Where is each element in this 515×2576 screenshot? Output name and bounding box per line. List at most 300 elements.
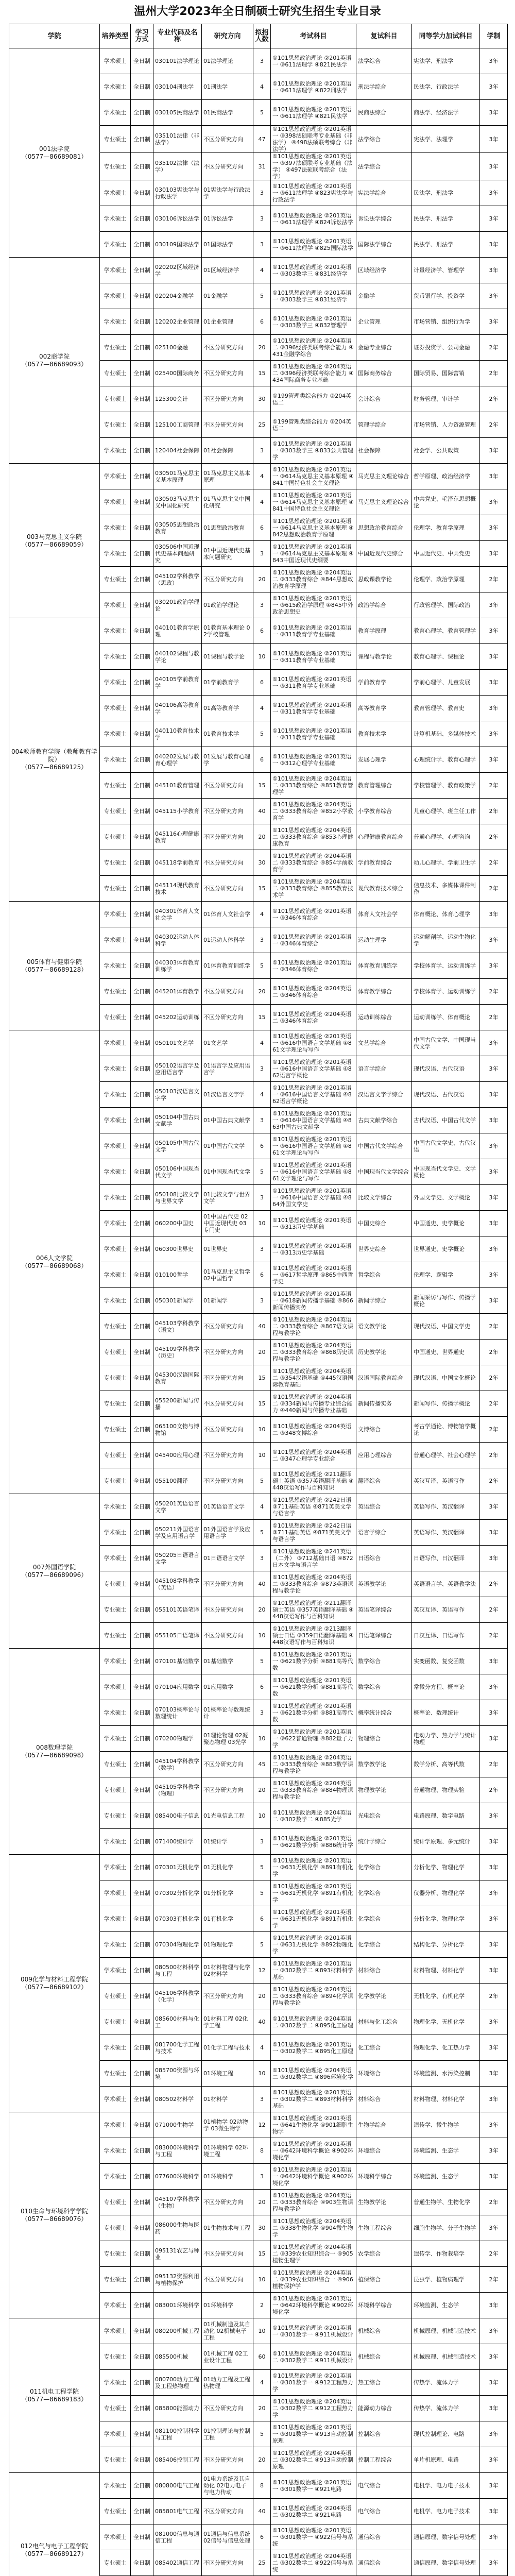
major-code-name-cell: 085402通信工程 (153, 2550, 202, 2576)
training-type-cell: 学术硕士 (100, 1906, 131, 1932)
retest-subject-cell: 热工综合 (356, 2370, 412, 2396)
exam-subjects-cell: ①101思想政治理论 ②201英语一 ③616中国语言文学基础 ④862语言学概论 (271, 1056, 356, 1082)
training-type-cell: 专业硕士 (100, 2190, 131, 2215)
enrollment-quota-cell: 4 (253, 258, 271, 283)
exam-subjects-cell: ①101思想政治理论 ②201英语一 ③303数学三 ④831经济学 (271, 258, 356, 283)
exam-subjects-cell: ①101思想政治理论 ②201英语一 ③303数学三 ④831经济学 (271, 283, 356, 309)
retest-subject-cell: 马克思主义理论综合 (356, 489, 412, 515)
catalog-table (9, 24, 508, 2576)
extra-exam-subjects-cell: 常微分方程、概率论 (412, 1674, 480, 1700)
training-type-cell: 学术硕士 (100, 48, 131, 74)
training-type-cell: 专业硕士 (100, 773, 131, 799)
table-row (9, 2112, 508, 2138)
study-years-cell: 3年 (480, 438, 508, 464)
study-mode-cell: 全日制 (131, 100, 153, 126)
extra-exam-subjects-cell: 现代汉语、中国文化概论 (412, 1365, 480, 1391)
major-code-name-cell: 077600环境科学 (153, 2164, 202, 2190)
study-years-cell: 2年 (480, 1314, 508, 1340)
retest-subject-cell: 国际商务综合 (356, 361, 412, 386)
training-type-cell: 学术硕士 (100, 74, 131, 100)
major-code-name-cell: 080502材料学 (153, 2087, 202, 2112)
enrollment-quota-cell: 5 (253, 1468, 271, 1494)
college-phone: （0577—86689127） (21, 2550, 88, 2557)
extra-exam-subjects-cell: 体育概论、体育心理学 (412, 902, 480, 927)
retest-subject-cell: 化学综合 (356, 1906, 412, 1932)
exam-subjects-cell: ①101思想政治理论 ②204英语二 ③302数学二 ④912工程热力学 (271, 2396, 356, 2421)
training-type-cell: 学术硕士 (100, 2293, 131, 2318)
retest-subject-cell: 环境综合 (356, 2061, 412, 2087)
major-code-name-cell: 050104中国古典文献学 (153, 1108, 202, 1133)
extra-exam-subjects-cell: 细胞生物学、分子生物学 (412, 2215, 480, 2241)
major-code-name-cell: 040101教育学原理 (153, 618, 202, 644)
major-code-name-cell: 071000生物学 (153, 2112, 202, 2138)
college-phone: （0577—86689102） (21, 1983, 88, 1991)
exam-subjects-cell: ①101思想政治理论 ②201英语一 ③614马克思主义基本原理 ④842思想政治教育学原理 (271, 515, 356, 541)
research-direction-cell: 01政治学理论 (202, 592, 253, 618)
retest-subject-cell: 日语综合 (356, 1546, 412, 1571)
retest-subject-cell: 光电综合 (356, 1803, 412, 1829)
enrollment-quota-cell: 20 (253, 2447, 271, 2473)
study-mode-cell: 全日制 (131, 1056, 153, 1082)
exam-subjects-cell: ①101思想政治理论 ②204英语二 ③348文博综合 (271, 1417, 356, 1443)
retest-subject-cell: 古典文献学综合 (356, 1108, 412, 1133)
extra-exam-subjects-cell: 传热学、流体力学 (412, 2370, 480, 2396)
research-direction-cell: 01区域经济学 (202, 258, 253, 283)
training-type-cell: 专业硕士 (100, 335, 131, 361)
enrollment-quota-cell: 20 (253, 335, 271, 361)
study-mode-cell: 全日制 (131, 592, 153, 618)
study-years-cell: 3年 (480, 2396, 508, 2421)
research-direction-cell: 不区分研究方向 (202, 1417, 253, 1443)
enrollment-quota-cell: 15 (253, 361, 271, 386)
research-direction-cell: 01动力工程及工程热物理 (202, 2370, 253, 2396)
enrollment-quota-cell: 40 (253, 1314, 271, 1340)
study-years-cell: 3年 (480, 1108, 508, 1133)
retest-subject-cell: 诉讼法学综合 (356, 206, 412, 232)
college-name: 006人文学院 (36, 1254, 73, 1262)
study-mode-cell: 全日制 (131, 696, 153, 721)
study-years-cell: 3年 (480, 153, 508, 180)
research-direction-cell: 01社会保障 (202, 438, 253, 464)
extra-exam-subjects-cell: 宪法学、法理学 (412, 126, 480, 153)
major-code-name-cell: 045103学科教学（语文） (153, 1314, 202, 1340)
enrollment-quota-cell: 3 (253, 48, 271, 74)
major-code-name-cell: 070101基础数学 (153, 1649, 202, 1674)
exam-subjects-cell: ①101思想政治理论 ②201英语一 ③302数学二 ④893材料科学基础 (271, 2087, 356, 2112)
extra-exam-subjects-cell: 古代汉语、中国古代文学 (412, 1108, 480, 1133)
study-mode-cell: 全日制 (131, 489, 153, 515)
extra-exam-subjects-cell: 中国通史、史学概论 (412, 1211, 480, 1236)
research-direction-cell: 不区分研究方向 (202, 1365, 253, 1391)
training-type-cell: 学术硕士 (100, 438, 131, 464)
extra-exam-subjects-cell: 幼儿心理学、学前卫生学 (412, 850, 480, 876)
col-header-direction: 研究方向 (202, 24, 253, 48)
retest-subject-cell: 英语教学论 (356, 1571, 412, 1597)
study-mode-cell: 全日制 (131, 1108, 153, 1133)
college-cell (9, 1030, 100, 1494)
research-direction-cell: 不区分研究方向 (202, 412, 253, 438)
research-direction-cell: 01概率论与数理统计 (202, 1700, 253, 1726)
exam-subjects-cell: ①101思想政治理论 ②204英语二 ③396经济类联考综合能力 ④431金融学综合 (271, 335, 356, 361)
major-code-name-cell: 045109学科教学（历史） (153, 1340, 202, 1365)
major-code-name-cell: 045108学科教学（英语） (153, 1571, 202, 1597)
major-code-name-cell: 050205日语语言文学 (153, 1546, 202, 1571)
major-code-name-cell: 085406控制工程 (153, 2447, 202, 2473)
study-mode-cell: 全日制 (131, 927, 153, 953)
study-mode-cell: 全日制 (131, 1005, 153, 1030)
study-mode-cell: 全日制 (131, 2061, 153, 2087)
enrollment-quota-cell: 3 (253, 1288, 271, 1314)
major-code-name-cell: 081100控制科学与工程 (153, 2421, 202, 2447)
research-direction-cell: 01体育人文社会学 (202, 902, 253, 927)
exam-subjects-cell: ①101思想政治理论 ②204英语二 ③333教育综合 ④844思想政治教育学原理 (271, 567, 356, 592)
study-years-cell: 3年 (480, 953, 508, 979)
retest-subject-cell: 会计综合 (356, 386, 412, 412)
extra-exam-subjects-cell: 昆虫学、植物病理学 (412, 2267, 480, 2293)
training-type-cell: 学术硕士 (100, 670, 131, 696)
extra-exam-subjects-cell: 数学分析、高等代数 (412, 1752, 480, 1777)
study-years-cell: 3年 (480, 902, 508, 927)
extra-exam-subjects-cell: 电机学、电力电子技术 (412, 2473, 480, 2499)
retest-subject-cell: 机械综合 (356, 2344, 412, 2370)
research-direction-cell: 01环境科学 (202, 2293, 253, 2318)
enrollment-quota-cell: 6 (253, 1133, 271, 1159)
study-mode-cell: 全日制 (131, 2190, 153, 2215)
extra-exam-subjects-cell: 环境监测、生态学 (412, 2293, 480, 2318)
enrollment-quota-cell: 6 (253, 618, 271, 644)
training-type-cell: 学术硕士 (100, 2524, 131, 2550)
study-years-cell: 3年 (480, 2138, 508, 2164)
college-phone: （0577—86689093） (21, 360, 88, 368)
extra-exam-subjects-cell: 教育心理学、教育管理学 (412, 618, 480, 644)
training-type-cell: 专业硕士 (100, 876, 131, 902)
enrollment-quota-cell: 6 (253, 1674, 271, 1700)
study-mode-cell: 全日制 (131, 850, 153, 876)
major-code-name-cell: 045107学科教学（生物） (153, 2190, 202, 2215)
extra-exam-subjects-cell: 通信原理、数字信号处理 (412, 2524, 480, 2550)
extra-exam-subjects-cell: 中国古代文学史、古代汉语 (412, 1133, 480, 1159)
research-direction-cell: 不区分研究方向 (202, 2241, 253, 2267)
study-years-cell: 3年 (480, 489, 508, 515)
extra-exam-subjects-cell: 英汉互译、英语写作 (412, 1597, 480, 1623)
research-direction-cell: 不区分研究方向 (202, 1623, 253, 1649)
training-type-cell: 学术硕士 (100, 2138, 131, 2164)
major-code-name-cell: 030506中国近现代史基本问题研究 (153, 541, 202, 567)
retest-subject-cell: 刑法学综合 (356, 74, 412, 100)
exam-subjects-cell: ①101思想政治理论 ②201英语一 ③611法理学 ④821民法学 (271, 48, 356, 74)
enrollment-quota-cell: 10 (253, 2318, 271, 2344)
study-years-cell: 3年 (480, 2293, 508, 2318)
exam-subjects-cell: ①199管理类综合能力 ②204英语二 (271, 412, 356, 438)
college-name: 008数理学院 (36, 1743, 73, 1751)
exam-subjects-cell: ①101思想政治理论 ②201英语一 ③311教育学专业基础 (271, 696, 356, 721)
training-type-cell: 学术硕士 (100, 515, 131, 541)
retest-subject-cell: 环境科学综合 (356, 2164, 412, 2190)
retest-subject-cell: 现代教育技术综合 (356, 876, 412, 902)
major-code-name-cell: 025100金融 (153, 335, 202, 361)
major-code-name-cell: 125300会计 (153, 386, 202, 412)
extra-exam-subjects-cell: 证券投资学、公司金融 (412, 335, 480, 361)
enrollment-quota-cell: 20 (253, 2396, 271, 2421)
exam-subjects-cell: ①101思想政治理论 ②241英语（二外） ③712基础日语 ④872日本文学与语言学 (271, 1546, 356, 1571)
enrollment-quota-cell: 6 (253, 670, 271, 696)
retest-subject-cell: 金融专业综合 (356, 335, 412, 361)
extra-exam-subjects-cell: 普通生物学、生物化学 (412, 2190, 480, 2215)
exam-subjects-cell: ①101思想政治理论 ②204英语二 ③302数学二 ④913自动控制原理 (271, 2447, 356, 2473)
study-mode-cell: 全日制 (131, 2421, 153, 2447)
retest-subject-cell: 政治学综合 (356, 592, 412, 618)
research-direction-cell: 不区分研究方向 (202, 2550, 253, 2576)
study-years-cell: 3年 (480, 2421, 508, 2447)
exam-subjects-cell: ①101思想政治理论 ②204英语二 ③333教育综合 ④894化学课程与教学论 (271, 1984, 356, 2009)
major-code-name-cell: 045106学科教学（化学） (153, 1984, 202, 2009)
study-years-cell: 3年 (480, 1185, 508, 1211)
major-code-name-cell: 125100工商管理 (153, 412, 202, 438)
major-code-name-cell: 080800电气工程 (153, 2473, 202, 2499)
study-mode-cell: 全日制 (131, 1185, 153, 1211)
retest-subject-cell: 法学综合 (356, 48, 412, 74)
retest-subject-cell: 文博综合 (356, 1417, 412, 1443)
major-code-name-cell: 050106中国现当代文学 (153, 1159, 202, 1185)
retest-subject-cell: 农学综合 (356, 2241, 412, 2267)
research-direction-cell: 01课程与教学论 (202, 644, 253, 670)
exam-subjects-cell: ①101思想政治理论 ②201英语一 ③303数学三 ④833公共管理学 (271, 438, 356, 464)
exam-subjects-cell: ①101思想政治理论 ②201英语一 ③617哲学原理 ④865中西哲学史 (271, 1262, 356, 1288)
exam-subjects-cell: ①101思想政治理论 ②204英语二 ③302数学二 ④896环境化学 (271, 2061, 356, 2087)
enrollment-quota-cell: 6 (253, 747, 271, 773)
study-mode-cell: 全日制 (131, 386, 153, 412)
study-years-cell: 2年 (480, 1984, 508, 2009)
research-direction-cell: 01宪法学与行政法学 (202, 180, 253, 206)
research-direction-cell: 01环境科学 (202, 2164, 253, 2190)
study-years-cell: 2年 (480, 1443, 508, 1468)
major-code-name-cell: 085801电气工程 (153, 2499, 202, 2524)
major-code-name-cell: 055105日语笔译 (153, 1623, 202, 1649)
exam-subjects-cell: ①101思想政治理论 ②201英语一 ③346体育综合 (271, 953, 356, 979)
retest-subject-cell: 环境科学综合 (356, 2293, 412, 2318)
training-type-cell: 学术硕士 (100, 1056, 131, 1082)
study-years-cell: 3年 (480, 515, 508, 541)
exam-subjects-cell: ①101思想政治理论 ②201英语一 ③641生物化学 ④901细胞生物学 (271, 2112, 356, 2138)
enrollment-quota-cell: 10 (253, 1417, 271, 1443)
retest-subject-cell: 汉语国际教育综合 (356, 1365, 412, 1391)
retest-subject-cell: 心理健康教育综合 (356, 824, 412, 850)
research-direction-cell: 01体育教育训练学 (202, 953, 253, 979)
enrollment-quota-cell: 10 (253, 1803, 271, 1829)
study-mode-cell: 全日制 (131, 1777, 153, 1803)
training-type-cell: 学术硕士 (100, 1855, 131, 1880)
study-years-cell: 2年 (480, 799, 508, 824)
exam-subjects-cell: ①101思想政治理论 ②201英语一 ③611法理学 ④824诉讼法学 (271, 206, 356, 232)
training-type-cell: 专业硕士 (100, 850, 131, 876)
study-mode-cell: 全日制 (131, 2344, 153, 2370)
retest-subject-cell: 国际法学综合 (356, 232, 412, 258)
training-type-cell: 专业硕士 (100, 1468, 131, 1494)
research-direction-cell: 01高等教育学 (202, 696, 253, 721)
study-mode-cell: 全日制 (131, 541, 153, 567)
retest-subject-cell: 新闻学综合 (356, 1288, 412, 1314)
training-type-cell: 学术硕士 (100, 1726, 131, 1752)
exam-subjects-cell: ①101思想政治理论 ②204英语二 ③334新闻与传播专业综合能力 ④440新闻与传播专业基础 (271, 1391, 356, 1417)
exam-subjects-cell: ①101思想政治理论 ②204英语二 ③347心理学专业综合 (271, 1443, 356, 1468)
exam-subjects-cell: ①101思想政治理论 ②201英语一 ③614马克思主义基本原理 ④841中国特色社会主义理论 (271, 464, 356, 489)
extra-exam-subjects-cell: 伦理学、政治学原理 (412, 567, 480, 592)
major-code-name-cell: 071400统计学 (153, 1829, 202, 1855)
major-code-name-cell: 045118学前教育 (153, 850, 202, 876)
retest-subject-cell: 材料综合 (356, 1958, 412, 1984)
study-years-cell: 3年 (480, 2215, 508, 2241)
training-type-cell: 专业硕士 (100, 824, 131, 850)
extra-exam-subjects-cell: 教育管理学、教育史 (412, 696, 480, 721)
research-direction-cell: 01有机化学 (202, 1906, 253, 1932)
study-mode-cell: 全日制 (131, 1726, 153, 1752)
study-mode-cell: 全日制 (131, 1571, 153, 1597)
extra-exam-subjects-cell: 哲学原理、政治经济学 (412, 464, 480, 489)
research-direction-cell: 不区分研究方向 (202, 361, 253, 386)
training-type-cell: 学术硕士 (100, 2164, 131, 2190)
major-code-name-cell: 045105学科教学（物理） (153, 1777, 202, 1803)
study-years-cell: 3年 (480, 2164, 508, 2190)
retest-subject-cell: 电气综合 (356, 2499, 412, 2524)
retest-subject-cell: 法学综合 (356, 153, 412, 180)
research-direction-cell: 01中国古代史 02中国近现代史 03专门史 (202, 1211, 253, 1236)
exam-subjects-cell: ①101思想政治理论 ②201英语一 ③621数学分析 ④881高等代数 (271, 1674, 356, 1700)
study-years-cell: 2年 (480, 1391, 508, 1417)
research-direction-cell: 01马克思主义中国化研究 (202, 489, 253, 515)
exam-subjects-cell: ①101思想政治理论 ②204英语二 ③354汉语基础 ④445汉语国际教育基础 (271, 1365, 356, 1391)
major-code-name-cell: 050102语言学及应用语言学 (153, 1056, 202, 1082)
major-code-name-cell: 120202企业管理 (153, 309, 202, 335)
college-cell (9, 618, 100, 902)
research-direction-cell: 01基础数学 (202, 1649, 253, 1674)
retest-subject-cell: 生物学综合 (356, 2112, 412, 2138)
major-code-name-cell: 040110教育技术学 (153, 721, 202, 747)
research-direction-cell: 01中国古典文献学 (202, 1108, 253, 1133)
study-years-cell: 2年 (480, 1623, 508, 1649)
training-type-cell: 学术硕士 (100, 464, 131, 489)
research-direction-cell: 不区分研究方向 (202, 850, 253, 876)
research-direction-cell: 01机械工程 02工业设计工程 (202, 2344, 253, 2370)
research-direction-cell: 不区分研究方向 (202, 773, 253, 799)
major-code-name-cell: 080700动力工程及工程热物理 (153, 2370, 202, 2396)
retest-subject-cell: 体育教学综合 (356, 979, 412, 1005)
table-header-row (9, 24, 508, 48)
major-code-name-cell: 080500材料科学与工程 (153, 1958, 202, 1984)
major-code-name-cell: 120404社会保障 (153, 438, 202, 464)
research-direction-cell: 01刑法学 (202, 74, 253, 100)
research-direction-cell: 不区分研究方向 (202, 1391, 253, 1417)
extra-exam-subjects-cell: 遗传学、作物栽培学 (412, 2241, 480, 2267)
major-code-name-cell: 081000信息与通信工程 (153, 2524, 202, 2550)
study-years-cell: 3年 (480, 100, 508, 126)
extra-exam-subjects-cell: 考古学通论、博物馆学概论 (412, 1417, 480, 1443)
extra-exam-subjects-cell: 环境监测、生态学 (412, 2164, 480, 2190)
study-mode-cell: 全日制 (131, 1880, 153, 1906)
retest-subject-cell: 课程与教学论 (356, 644, 412, 670)
retest-subject-cell: 统计学综合 (356, 1829, 412, 1855)
enrollment-quota-cell: 15 (253, 2241, 271, 2267)
enrollment-quota-cell: 5 (253, 283, 271, 309)
retest-subject-cell: 英语综合 (356, 1494, 412, 1520)
retest-subject-cell: 数学综合 (356, 1649, 412, 1674)
study-mode-cell: 全日制 (131, 2293, 153, 2318)
college-phone: （0577—86689096） (21, 1571, 88, 1579)
exam-subjects-cell: ①101思想政治理论 ②201英语一 ③616中国语言文学基础 ④861文学理论与写作 (271, 1159, 356, 1185)
enrollment-quota-cell: 45 (253, 1752, 271, 1777)
extra-exam-subjects-cell: 市场营销、人力资源管理 (412, 412, 480, 438)
training-type-cell: 学术硕士 (100, 721, 131, 747)
exam-subjects-cell: ①101思想政治理论 ②201英语一 ③616中国语言文学基础 ④863中国古典文献学 (271, 1108, 356, 1133)
college-phone: （0577—86689128） (21, 965, 88, 973)
training-type-cell: 专业硕士 (100, 361, 131, 386)
college-cell (9, 902, 100, 1030)
major-code-name-cell: 030505思想政治教育 (153, 515, 202, 541)
major-code-name-cell: 030105民商法学 (153, 100, 202, 126)
training-type-cell: 学术硕士 (100, 2318, 131, 2344)
training-type-cell: 学术硕士 (100, 2370, 131, 2396)
enrollment-quota-cell: 3 (253, 1236, 271, 1262)
study-years-cell: 3年 (480, 309, 508, 335)
study-years-cell: 2年 (480, 2267, 508, 2293)
research-direction-cell: 不区分研究方向 (202, 1984, 253, 2009)
extra-exam-subjects-cell: 计算机基础、多媒体技术 (412, 721, 480, 747)
major-code-name-cell: 045114现代教育技术 (153, 876, 202, 902)
extra-exam-subjects-cell: 环境监测、生态学 (412, 2138, 480, 2164)
study-years-cell: 2年 (480, 386, 508, 412)
study-mode-cell: 全日制 (131, 1030, 153, 1056)
study-years-cell: 3年 (480, 618, 508, 644)
extra-exam-subjects-cell: 商法学、经济法学 (412, 100, 480, 126)
training-type-cell: 学术硕士 (100, 1082, 131, 1108)
retest-subject-cell: 英语笔译综合 (356, 1597, 412, 1623)
exam-subjects-cell: ①101思想政治理论 ②201英语一 ③621数学分析 ④881高等代数 (271, 1700, 356, 1726)
major-code-name-cell: 030106诉讼法学 (153, 206, 202, 232)
study-mode-cell: 全日制 (131, 799, 153, 824)
exam-subjects-cell: ①101思想政治理论 ②204英语二 ③333教育综合 ④867语文课程与教学论 (271, 1314, 356, 1340)
study-years-cell: 2年 (480, 773, 508, 799)
training-type-cell: 专业硕士 (100, 1803, 131, 1829)
retest-subject-cell: 教育管理综合 (356, 773, 412, 799)
study-mode-cell: 全日制 (131, 644, 153, 670)
study-years-cell: 3年 (480, 1082, 508, 1108)
exam-subjects-cell: ①101思想政治理论 ②211翻译硕士英语 ③357英语翻译基础 ④448汉语写作与百科知识 (271, 1468, 356, 1494)
research-direction-cell: 不区分研究方向 (202, 1571, 253, 1597)
study-mode-cell: 全日制 (131, 1262, 153, 1288)
extra-exam-subjects-cell: 无机化学、有机化学 (412, 1984, 480, 2009)
major-code-name-cell: 030503马克思主义中国化研究 (153, 489, 202, 515)
extra-exam-subjects-cell: 环境监测、水污染控制 (412, 2061, 480, 2087)
extra-exam-subjects-cell: 世界通史、史学概论 (412, 1236, 480, 1262)
exam-subjects-cell: ①101思想政治理论 ②201英语一 ③615政治学原理 ④845中外政治思想史 (271, 592, 356, 618)
exam-subjects-cell: ①101思想政治理论 ②201英语一 ③302数学二 ④893材料科学基础 (271, 1958, 356, 1984)
study-mode-cell: 全日制 (131, 979, 153, 1005)
study-mode-cell: 全日制 (131, 2524, 153, 2550)
training-type-cell: 专业硕士 (100, 2447, 131, 2473)
exam-subjects-cell: ①101思想政治理论 ②201英语一 ③301数学一 ④912工程热力学 (271, 2370, 356, 2396)
enrollment-quota-cell: 15 (253, 1391, 271, 1417)
training-type-cell: 学术硕士 (100, 232, 131, 258)
study-years-cell: 3年 (480, 1958, 508, 1984)
table-row (9, 902, 508, 927)
training-type-cell: 学术硕士 (100, 1262, 131, 1288)
exam-subjects-cell: ①101思想政治理论 ②211翻译硕士英语 ③357英语翻译基础 ④448汉语写作与百科知识 (271, 1597, 356, 1623)
extra-exam-subjects-cell: 宪法学、刑法学 (412, 48, 480, 74)
college-cell (9, 1494, 100, 1649)
major-code-name-cell: 055100翻译 (153, 1468, 202, 1494)
enrollment-quota-cell: 10 (253, 1623, 271, 1649)
enrollment-quota-cell: 5 (253, 100, 271, 126)
research-direction-cell: 不区分研究方向 (202, 824, 253, 850)
